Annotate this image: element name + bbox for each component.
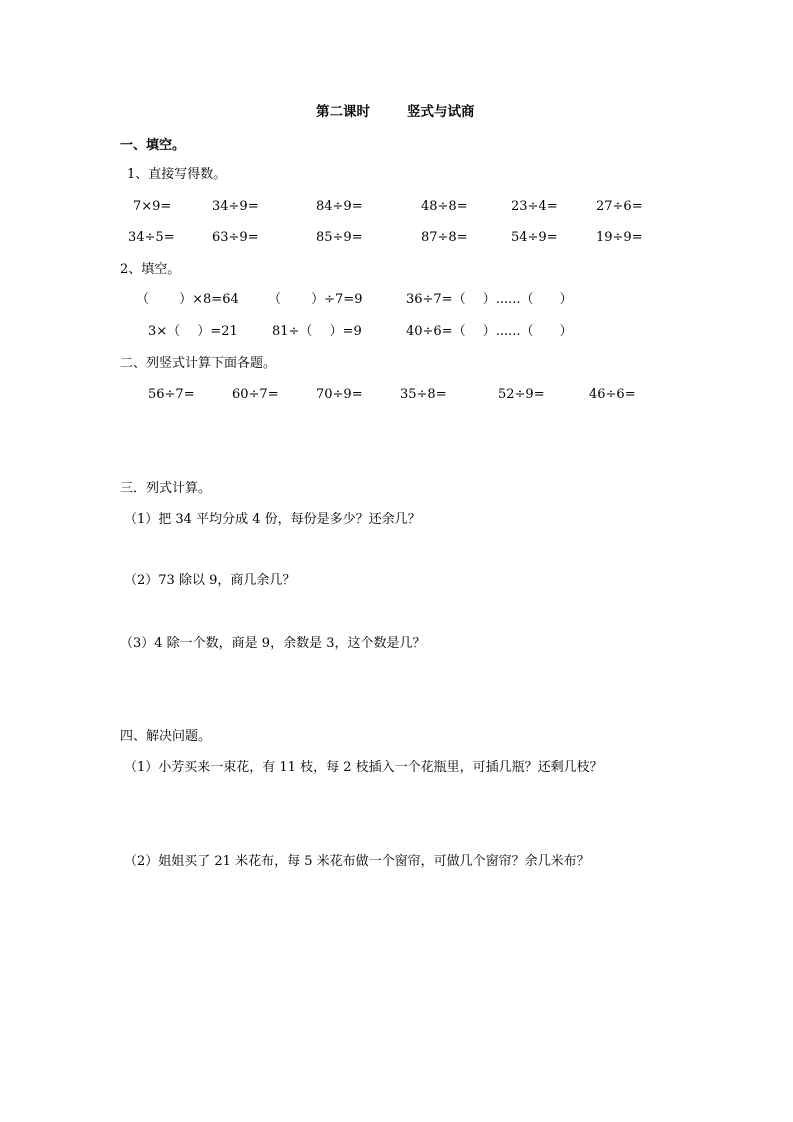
q2-label: 2、填空。	[120, 262, 181, 277]
section4-heading: 四、解决问题。	[120, 729, 212, 744]
q2-row1-item: 36÷7=（ ）......（ ）	[406, 292, 573, 307]
q2-row2-item: 81÷（ ）=9	[272, 324, 362, 339]
section4-item: （1）小芳买来一束花，有 11 枝，每 2 枝插入一个花瓶里，可插几瓶？还剩几枝？	[124, 760, 603, 775]
q2-row2-item: 3×（ ）=21	[148, 324, 238, 339]
q1-row2-item: 63÷9=	[212, 230, 259, 245]
q2-row1-item: （ ）×8=64	[136, 292, 239, 307]
q1-row1-item: 7×9=	[133, 199, 172, 214]
topic-title: 竖式与试商	[407, 104, 475, 120]
section3-heading: 三．列式计算。	[120, 481, 212, 496]
section2-item: 35÷8=	[400, 387, 447, 402]
section3-item: （1）把 34 平均分成 4 份，每份是多少？还余几？	[124, 512, 421, 527]
q1-row2-item: 19÷9=	[596, 230, 643, 245]
section2-item: 60÷7=	[232, 387, 279, 402]
section2-heading: 二、列竖式计算下面各题。	[120, 356, 277, 371]
q1-row1-item: 27÷6=	[596, 199, 643, 214]
q1-row2-item: 34÷5=	[128, 230, 175, 245]
q1-row1-item: 48÷8=	[421, 199, 468, 214]
q2-row1-item: （ ）÷7=9	[268, 292, 363, 307]
section2-item: 70÷9=	[316, 387, 363, 402]
q2-row2-item: 40÷6=（ ）......（ ）	[406, 324, 573, 339]
lesson-title: 第二课时	[316, 104, 370, 120]
section3-item: （3）4 除一个数，商是 9，余数是 3，这个数是几？	[120, 636, 426, 651]
q1-row2-item: 54÷9=	[511, 230, 558, 245]
section3-item: （2）73 除以 9，商几余几？	[124, 573, 296, 588]
q1-row1-item: 34÷9=	[212, 199, 259, 214]
q1-row2-item: 87÷8=	[421, 230, 468, 245]
q1-row1-item: 23÷4=	[511, 199, 558, 214]
section2-item: 52÷9=	[498, 387, 545, 402]
section2-item: 56÷7=	[148, 387, 195, 402]
q1-label: 1、直接写得数。	[127, 167, 227, 182]
section1-heading: 一、填空。	[120, 138, 186, 153]
section2-item: 46÷6=	[589, 387, 636, 402]
q1-row2-item: 85÷9=	[316, 230, 363, 245]
section4-item: （2）姐姐买了 21 米花布，每 5 米花布做一个窗帘，可做几个窗帘？余几米布？	[124, 854, 590, 869]
q1-row1-item: 84÷9=	[316, 199, 363, 214]
